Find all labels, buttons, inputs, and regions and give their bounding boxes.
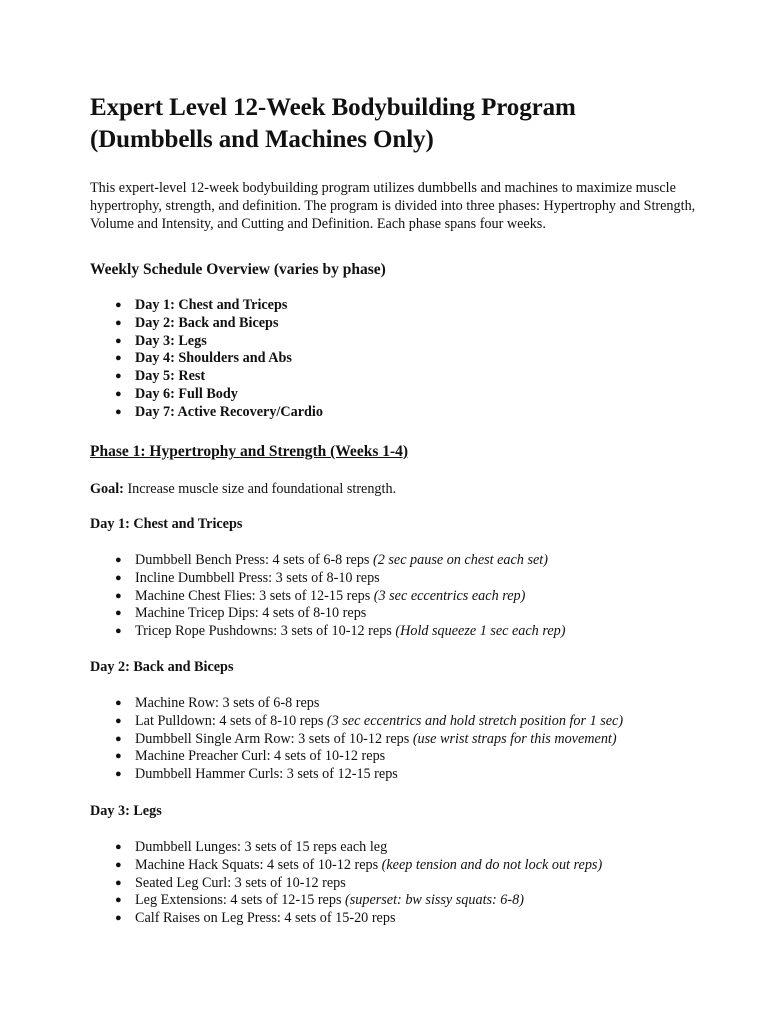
list-item	[90, 315, 710, 333]
bullet-icon: ●	[115, 299, 122, 311]
exercise-text: Dumbbell Hammer Curls: 3 sets of 12-15 reps	[135, 766, 398, 783]
list-item	[90, 910, 710, 928]
list-item-text: Day 5: Rest	[135, 368, 206, 385]
schedule-list	[90, 297, 710, 422]
goal-line	[90, 480, 710, 498]
exercise-note: (Hold squeeze 1 sec each rep)	[395, 623, 566, 640]
list-item	[90, 623, 710, 641]
phase1-heading: Phase 1: Hypertrophy and Strength (Weeks 1-4)	[90, 443, 409, 460]
day2-section	[90, 658, 710, 784]
exercise-text: Machine Hack Squats: 4 sets of 10-12 reps	[135, 856, 382, 873]
exercise-text: Machine Preacher Curl: 4 sets of 10-12 reps	[135, 748, 386, 765]
exercise-text: Machine Chest Flies: 3 sets of 12-15 reps	[135, 587, 374, 604]
exercise-text: Leg Extensions: 4 sets of 12-15 reps	[135, 892, 346, 909]
list-item	[90, 731, 710, 749]
exercise-note: (3 sec eccentrics each rep)	[373, 587, 526, 604]
goal-label: Goal:	[90, 481, 124, 497]
bullet-icon: ●	[115, 334, 122, 347]
bullet-icon: ●	[115, 316, 122, 329]
list-item	[90, 748, 710, 766]
bullet-icon: ●	[115, 387, 122, 400]
day3-exercise-list	[90, 839, 710, 928]
list-item	[90, 892, 710, 910]
list-item	[90, 766, 710, 784]
exercise-note: (use wrist straps for this movement)	[412, 730, 617, 747]
list-item	[90, 386, 710, 404]
bullet-icon: ●	[115, 714, 122, 727]
day2-exercise-list	[90, 695, 710, 784]
list-item-text: Day 4: Shoulders and Abs	[135, 350, 292, 367]
day1-section	[90, 515, 710, 641]
schedule-heading: Weekly Schedule Overview (varies by phase)	[90, 261, 386, 278]
day3-heading: Day 3: Legs	[90, 803, 162, 819]
exercise-text: Machine Tricep Dips: 4 sets of 8-10 reps	[135, 605, 367, 622]
title-line-1: Expert Level 12-Week Bodybuilding Program	[90, 94, 576, 121]
bullet-icon: ●	[115, 352, 122, 365]
document-title	[90, 92, 710, 156]
bullet-icon: ●	[115, 370, 122, 383]
list-item	[90, 588, 710, 606]
bullet-icon: ●	[115, 858, 122, 871]
list-item	[90, 839, 710, 857]
list-item	[90, 552, 710, 570]
bullet-icon: ●	[115, 841, 122, 853]
exercise-text: Seated Leg Curl: 3 sets of 10-12 reps	[135, 874, 346, 891]
list-item	[90, 695, 710, 713]
list-item-text: Day 2: Back and Biceps	[135, 314, 279, 331]
list-item	[90, 605, 710, 623]
day3-section	[90, 802, 710, 928]
exercise-text: Tricep Rope Pushdowns: 3 sets of 10-12 reps	[135, 623, 396, 640]
intro-paragraph: This expert-level 12-week bodybuilding program utilizes dumbbells and machines to maximize muscle hypertrophy, strength, and definition. The program is divided into three phases: Hypertrophy and Strength, Volume and Intensity, and Cutting and Definition. Each phase spans four weeks.	[90, 180, 696, 232]
exercise-text: Dumbbell Bench Press: 4 sets of 6-8 reps	[135, 552, 374, 568]
bullet-icon: ●	[115, 571, 122, 584]
exercise-text: Calf Raises on Leg Press: 4 sets of 15-20 reps	[135, 910, 396, 927]
goal-text: Increase muscle size and foundational strength.	[123, 481, 397, 497]
exercise-text: Lat Pulldown: 4 sets of 8-10 reps	[135, 712, 327, 729]
bullet-icon: ●	[115, 894, 122, 907]
list-item-text: Day 1: Chest and Triceps	[135, 297, 288, 313]
bullet-icon: ●	[115, 732, 122, 745]
bullet-icon: ●	[115, 625, 122, 638]
schedule-section	[90, 260, 710, 422]
exercise-note: (keep tension and do not lock out reps)	[381, 856, 603, 873]
exercise-note: (3 sec eccentrics and hold stretch position for 1 sec)	[326, 712, 624, 729]
day1-heading: Day 1: Chest and Triceps	[90, 516, 243, 532]
list-item	[90, 570, 710, 588]
exercise-text: Machine Row: 3 sets of 6-8 reps	[135, 695, 320, 711]
bullet-icon: ●	[115, 405, 122, 418]
list-item-text: Day 3: Legs	[135, 332, 207, 349]
bullet-icon: ●	[115, 697, 122, 709]
list-item	[90, 333, 710, 351]
bullet-icon: ●	[115, 768, 122, 781]
list-item	[90, 297, 710, 315]
list-item	[90, 404, 710, 422]
bullet-icon: ●	[115, 554, 122, 566]
title-line-2: (Dumbbells and Machines Only)	[90, 126, 434, 153]
exercise-text: Dumbbell Single Arm Row: 3 sets of 10-12 reps	[135, 730, 413, 747]
list-item-text: Day 6: Full Body	[135, 385, 238, 402]
phase1-section	[90, 442, 710, 498]
list-item	[90, 350, 710, 368]
day1-exercise-list	[90, 552, 710, 641]
document-page	[90, 92, 710, 927]
exercise-note: (2 sec pause on chest each set)	[373, 552, 548, 568]
list-item	[90, 713, 710, 731]
exercise-note: (superset: bw sissy squats: 6-8)	[345, 892, 524, 909]
list-item	[90, 875, 710, 893]
bullet-icon: ●	[115, 607, 122, 620]
exercise-text: Dumbbell Lunges: 3 sets of 15 reps each leg	[135, 839, 388, 855]
bullet-icon: ●	[115, 589, 122, 602]
exercise-text: Incline Dumbbell Press: 3 sets of 8-10 reps	[135, 569, 380, 586]
list-item	[90, 368, 710, 386]
list-item-text: Day 7: Active Recovery/Cardio	[135, 403, 323, 420]
bullet-icon: ●	[115, 876, 122, 889]
bullet-icon: ●	[115, 750, 122, 763]
bullet-icon: ●	[115, 912, 122, 925]
list-item	[90, 857, 710, 875]
day2-heading: Day 2: Back and Biceps	[90, 659, 234, 675]
